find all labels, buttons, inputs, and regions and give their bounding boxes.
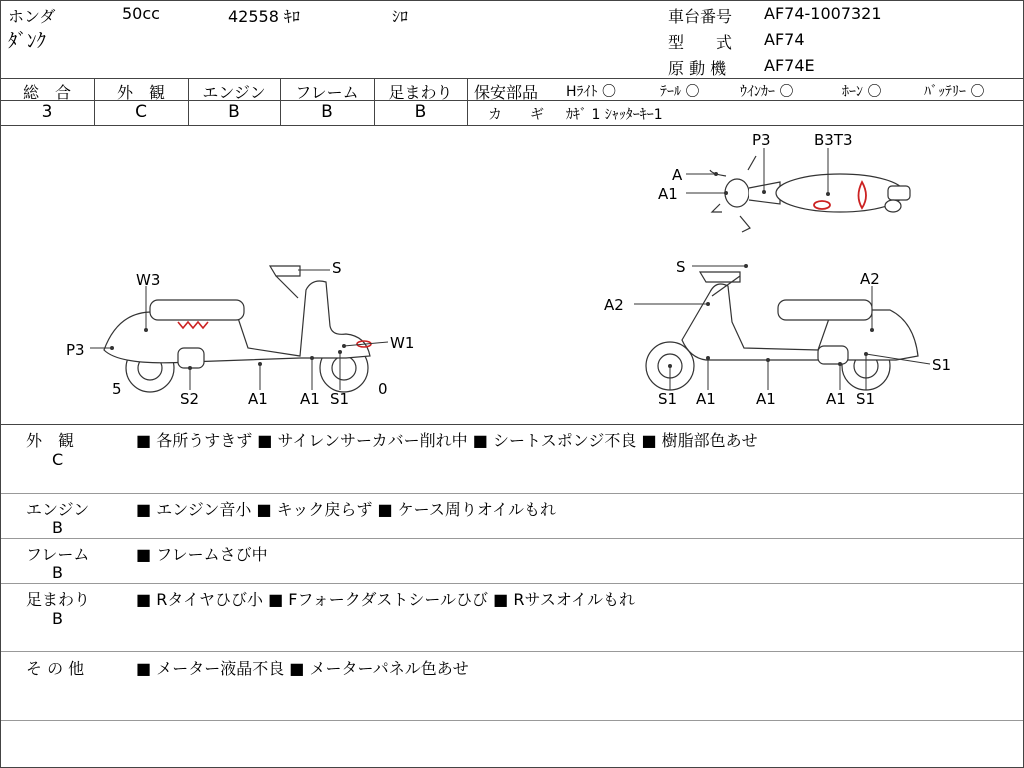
model-name: ﾀﾞﾝｸ [8, 30, 47, 52]
label-right-S1b: S1 [658, 390, 678, 408]
label-right-A1a: A1 [696, 390, 716, 408]
section-notes-suspension: ■ Rタイヤひび小 ■ Fフォークダストシールひび ■ Rサスオイルもれ [136, 590, 636, 609]
safety-parts-label: 保安部品 [474, 83, 539, 102]
label-left-0: 0 [378, 380, 388, 398]
keys-label: カ ギ [488, 107, 544, 123]
label-right-S1c: S1 [856, 390, 876, 408]
safety-item-horn: ﾎｰﾝ 〇 [842, 84, 882, 100]
safety-item-taillight: ﾃｰﾙ 〇 [660, 84, 700, 100]
grade-label-overall: 総 合 [22, 83, 71, 102]
label-left-A1b: A1 [300, 390, 320, 408]
section-notes-engine: ■ エンジン音小 ■ キック戻らず ■ ケース周りオイルもれ [136, 500, 557, 519]
grade-label-engine: エンジン [202, 83, 266, 102]
section-label-suspension: 足まわり [26, 590, 91, 609]
section-label-exterior: 外 観 [26, 431, 75, 450]
keys-value: ｶｷﾞ 1 ｼｬｯﾀｰｷｰ1 [566, 107, 663, 123]
label-left-A1a: A1 [248, 390, 268, 408]
label-top-A1: A1 [658, 185, 678, 203]
label-left-S2: S2 [180, 390, 200, 408]
label-right-A1c: A1 [826, 390, 846, 408]
section-notes-frame: ■ フレームさび中 [136, 545, 268, 564]
grade-value-frame: B [321, 102, 333, 122]
grade-value-overall: 3 [41, 102, 53, 122]
color: ｼﾛ [392, 7, 409, 26]
section-grade-exterior: C [52, 450, 64, 469]
grade-value-engine: B [228, 102, 240, 122]
label-right-A2a: A2 [604, 296, 624, 314]
label-top-B3T3: B3T3 [814, 131, 853, 149]
engine-value: AF74E [764, 56, 815, 75]
label-left-S: S [332, 259, 342, 277]
mileage: 42558 ｷﾛ [228, 7, 300, 26]
maker: ホンダ [8, 7, 56, 26]
label-right-S: S [676, 258, 686, 276]
type-label: 型 式 [668, 33, 733, 52]
safety-item-winker: ｳｲﾝｶｰ 〇 [740, 84, 794, 100]
section-grade-suspension: B [52, 609, 63, 628]
grade-label-frame: フレーム [295, 83, 359, 102]
frame-no-label: 車台番号 [668, 7, 733, 26]
label-right-A2b: A2 [860, 270, 880, 288]
section-notes-other: ■ メーター液晶不良 ■ メーターパネル色あせ [136, 659, 469, 678]
grade-label-exterior: 外 観 [116, 83, 165, 102]
label-top-A: A [672, 166, 683, 184]
displacement: 50cc [122, 4, 160, 23]
grade-value-suspension: B [414, 102, 427, 122]
label-left-5: 5 [112, 380, 122, 398]
section-grade-frame: B [52, 563, 63, 582]
safety-item-battery: ﾊﾞｯﾃﾘｰ 〇 [924, 84, 985, 100]
label-right-S1a: S1 [932, 356, 952, 374]
section-grade-engine: B [52, 518, 63, 537]
grade-label-suspension: 足まわり [388, 83, 453, 102]
grade-value-exterior: C [135, 102, 147, 122]
engine-label: 原 動 機 [668, 59, 727, 78]
safety-item-headlight: Hﾗｲﾄ 〇 [566, 84, 616, 100]
section-notes-exterior: ■ 各所うすきず ■ サイレンサーカバー削れ中 ■ シートスポンジ不良 ■ 樹脂部色あせ [136, 431, 758, 450]
label-right-A1b: A1 [756, 390, 776, 408]
section-label-frame: フレーム [26, 545, 90, 564]
label-top-P3: P3 [752, 131, 771, 149]
section-label-engine: エンジン [26, 500, 90, 519]
type-value: AF74 [764, 30, 805, 49]
label-left-W3: W3 [136, 271, 161, 289]
label-left-S1: S1 [330, 390, 350, 408]
frame-no: AF74-1007321 [764, 4, 882, 23]
label-left-P3: P3 [66, 341, 85, 359]
label-left-W1: W1 [390, 334, 415, 352]
section-label-other: そ の 他 [26, 659, 85, 678]
